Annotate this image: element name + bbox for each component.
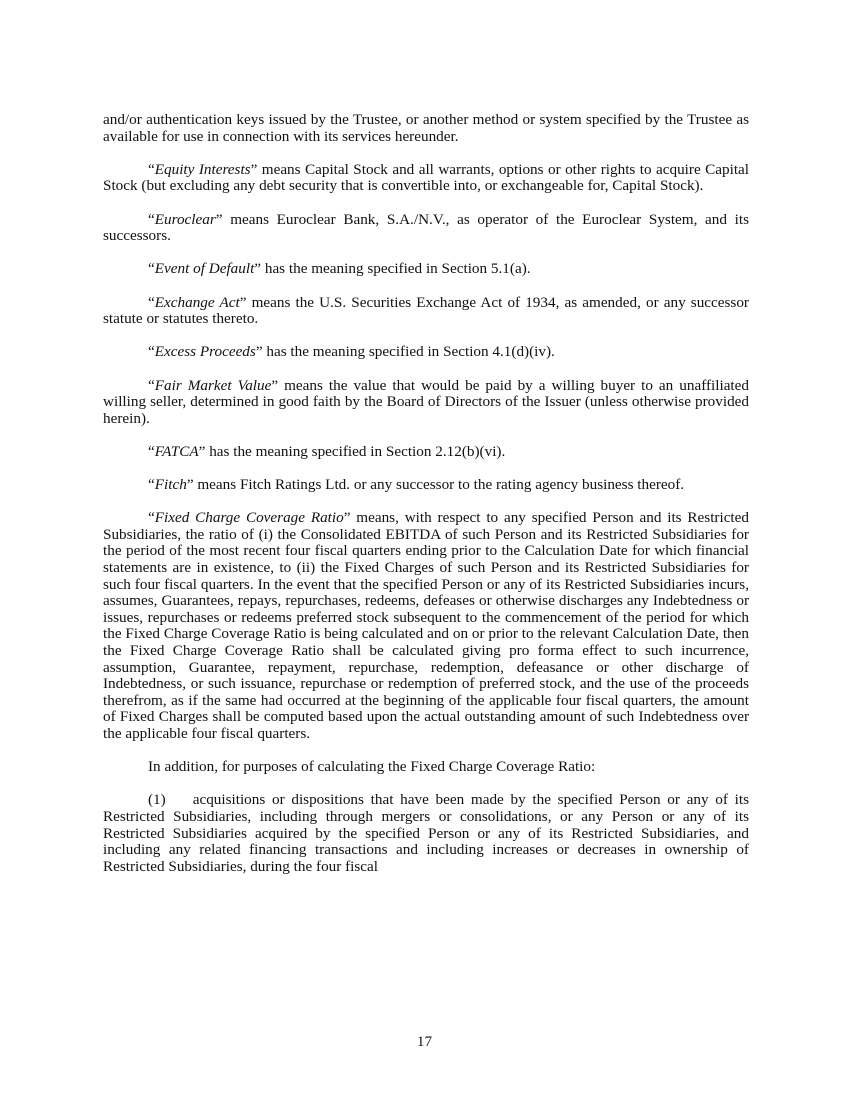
defined-term: Event of Default [154,260,255,278]
definition-text: means, with respect to any specified Person and its Restricted Subsidiaries, the ratio of (i) the Consolidated EBITDA of such Person and its Restricted Subsidiaries for the period of the most recent four fiscal quarters ending prior to the Calculation Date for which financial statements are in existence, to (ii) the Fixed Charges of such Person and its Restricted Subsidiaries for such four fiscal quarters. In the event that the specified Person or any of its Restricted Subsidiaries incurs, assumes, Guarantees, repays, repurchases, redeems, defeases or otherwise discharges any Indebtedness or issues, repurchases or redeems preferred stock subsequent to the commencement of the period for which the Fixed Charge Coverage Ratio is being calculated and on or prior to the relevant Calculation Date, then the Fixed Charge Coverage Ratio shall be calculated giving pro forma effect to such incurrence, assumption, Guarantee, repayment, repurchase, redemption, defeasance or other discharge of Indebtedness, or such issuance, repurchase or redemption of preferred stock, and the use of the proceeds therefrom, as if the same had occurred at the beginning of the applicable four fiscal quarters, the amount of Fixed Charges shall be computed based upon the actual outstanding amount of such Indebtedness over the applicable four fiscal quarters. [103,509,749,742]
definition-text: has the meaning specified in Section 4.1(d)(iv). [262,343,555,361]
document-body [103,112,749,892]
defined-term: FATCA [154,442,199,460]
clause-label: (1) [148,791,166,809]
intro-paragraph: and/or authentication keys issued by the Trustee, or another method or system specified by the Trustee as available for use in connection with its services hereunder. [103,111,749,145]
addition-paragraph: In addition, for purposes of calculating the Fixed Charge Coverage Ratio: [148,758,596,776]
defined-term: Fair Market Value [154,376,272,394]
defined-term: Equity Interests [154,160,251,178]
definition-text: means the U.S. Securities Exchange Act of 1934, as amended, or any successor statute or statutes thereto. [103,293,749,328]
definition-exchange-act: “Exchange Act” means the U.S. Securities Exchange Act of 1934, as amended, or any successor statute or statutes thereto. [103,293,749,328]
definition-text: means the value that would be paid by a willing buyer to an unaffiliated willing seller, determined in good faith by the Board of Directors of the Issuer (unless otherwise provided herein). [103,376,749,427]
defined-term: Euroclear [154,210,216,228]
definition-fatca: “FATCA” has the meaning specified in Section 2.12(b)(vi). [148,442,506,460]
defined-term: Exchange Act [154,293,240,311]
definition-fixed-charge-coverage-ratio: “Fixed Charge Coverage Ratio” means, with respect to any specified Person and its Restricted Subsidiaries, the ratio of (i) the Consolidated EBITDA of such Person and its Restricted Subsidiaries for the period of the most recent four fiscal quarters ending prior to the Calculation Date for which financial statements are in existence, to (ii) the Fixed Charges of such Person and its Restricted Subsidiaries for such four fiscal quarters. In the event that the specified Person or any of its Restricted Subsidiaries incurs, assumes, Guarantees, repays, repurchases, redeems, defeases or otherwise discharges any Indebtedness or issues, repurchases or redeems preferred stock subsequent to the commencement of the period for which the Fixed Charge Coverage Ratio is being calculated and on or prior to the relevant Calculation Date, then the Fixed Charge Coverage Ratio shall be calculated giving pro forma effect to such incurrence, assumption, Guarantee, repayment, repurchase, redemption, defeasance or other discharge of Indebtedness, or such issuance, repurchase or redemption of preferred stock, and the use of the proceeds therefrom, as if the same had occurred at the beginning of the applicable four fiscal quarters, the amount of Fixed Charges shall be computed based upon the actual outstanding amount of such Indebtedness over the applicable four fiscal quarters. [103,509,749,742]
definition-text: means Fitch Ratings Ltd. or any successor to the rating agency business thereof. [193,476,685,494]
clause-1 [103,792,749,875]
definition-equity-interests: “Equity Interests” means Capital Stock and all warrants, options or other rights to acquire Capital Stock (but excluding any debt security that is convertible into, or exchangeable for, Capital Stock). [103,160,749,195]
definition-fair-market-value: “Fair Market Value” means the value that would be paid by a willing buyer to an unaffiliated willing seller, determined in good faith by the Board of Directors of the Issuer (unless otherwise provided herein). [103,376,749,427]
defined-term: Fitch [154,476,187,494]
defined-term: Fixed Charge Coverage Ratio [154,509,344,527]
definition-excess-proceeds: “Excess Proceeds” has the meaning specified in Section 4.1(d)(iv). [148,343,555,361]
clause-text: acquisitions or dispositions that have been made by the specified Person or any of its Restricted Subsidiaries, including through mergers or consolidations, or any Person or any of its Restricted Subsidiaries acquired by the specified Person or any of its Restricted Subsidiaries, and including any related financing transactions and including increases or decreases in ownership of Restricted Subsidiaries, during the four fiscal [103,791,749,875]
definition-fitch: “Fitch” means Fitch Ratings Ltd. or any successor to the rating agency business thereof. [148,476,685,494]
definition-event-of-default: “Event of Default” has the meaning specified in Section 5.1(a). [148,260,531,278]
definition-text: has the meaning specified in Section 2.12(b)(vi). [205,442,506,460]
definition-text: has the meaning specified in Section 5.1(a). [261,260,531,278]
definition-euroclear: “Euroclear” means Euroclear Bank, S.A./N.V., as operator of the Euroclear System, and its successors. [103,210,749,245]
definition-text: means Euroclear Bank, S.A./N.V., as operator of the Euroclear System, and its successors. [103,210,749,245]
page-number: 17 [416,1033,433,1050]
defined-term: Excess Proceeds [154,343,256,361]
definition-text: means Capital Stock and all warrants, options or other rights to acquire Capital Stock (but excluding any debt security that is convertible into, or exchangeable for, Capital Stock). [103,160,749,195]
